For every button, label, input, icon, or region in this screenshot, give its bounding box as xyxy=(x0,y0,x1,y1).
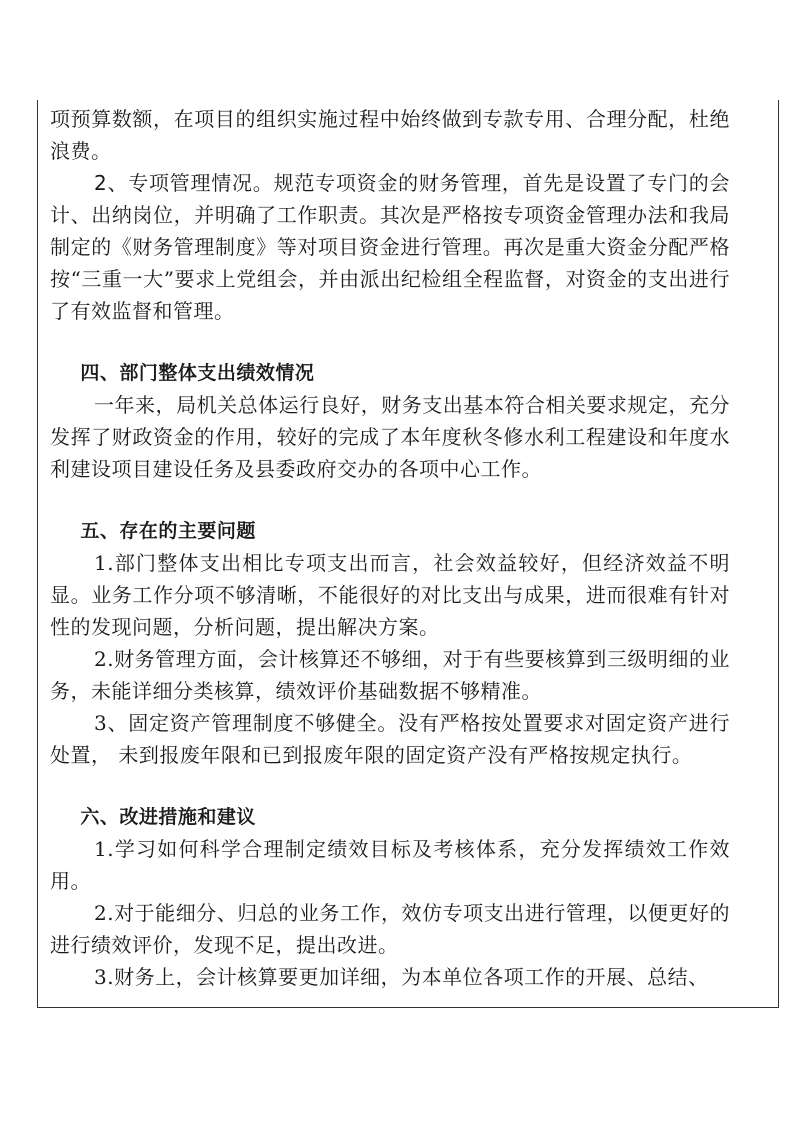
document-body xyxy=(50,103,730,993)
section-4-paragraph-1: 一年来，局机关总体运行良好，财务支出基本符合相关要求规定，充分发挥了财政资金的作用，较好的完成了本年度秋冬修水利工程建设和年度水利建设项目建设任务及县委政府交办的各项中心工作。 xyxy=(50,393,730,481)
special-management-body: 规范专项资金的财务管理，首先是设置了专门的会计、出纳岗位，并明确了工作职责。其次是严格按专项资金管理办法和我局制定的《财务管理制度》等对项目资金进行管理。再次是重大资金分配严格按“三重一大”要求上党组会，并由派出纪检组全程监督，对资金的支出进行了有效监督和管理。 xyxy=(50,171,730,323)
spacer xyxy=(50,485,730,515)
special-management-lead: 2、专项管理情况。 xyxy=(94,171,274,195)
special-management-paragraph xyxy=(50,167,730,327)
section-heading-6: 六、改进措施和建议 xyxy=(80,806,256,828)
section-heading-4: 四、部门整体支出绩效情况 xyxy=(80,362,315,384)
section-6-paragraph-2: 2.对于能细分、归总的业务工作，效仿专项支出进行管理，以便更好的进行绩效评价，发现不足，提出改进。 xyxy=(50,901,730,957)
section-6-paragraph-1: 1.学习如何科学合理制定绩效目标及考核体系，充分发挥绩效工作效用。 xyxy=(50,837,730,893)
section-6-paragraph-3: 3.财务上，会计核算要更加详细，为本单位各项工作的开展、总结、 xyxy=(94,965,709,989)
section-5-paragraph-3: 3、固定资产管理制度不够健全。没有严格按处置要求对固定资产进行处置， 未到报废年限和已到报废年限的固定资产没有严格按规定执行。 xyxy=(50,711,730,767)
spacer xyxy=(50,771,730,801)
continuation-paragraph: 项预算数额，在项目的组织实施过程中始终做到专款专用、合理分配，杜绝浪费。 xyxy=(50,107,730,163)
section-heading-5: 五、存在的主要问题 xyxy=(80,520,256,542)
spacer xyxy=(50,327,730,357)
section-5-paragraph-2: 2.财务管理方面，会计核算还不够细，对于有些要核算到三级明细的业务，未能详细分类核算，绩效评价基础数据不够精准。 xyxy=(50,647,730,703)
section-5-paragraph-1: 1.部门整体支出相比专项支出而言，社会效益较好，但经济效益不明显。业务工作分项不够清晰，不能很好的对比支出与成果，进而很难有针对性的发现问题，分析问题，提出解决方案。 xyxy=(50,551,730,639)
